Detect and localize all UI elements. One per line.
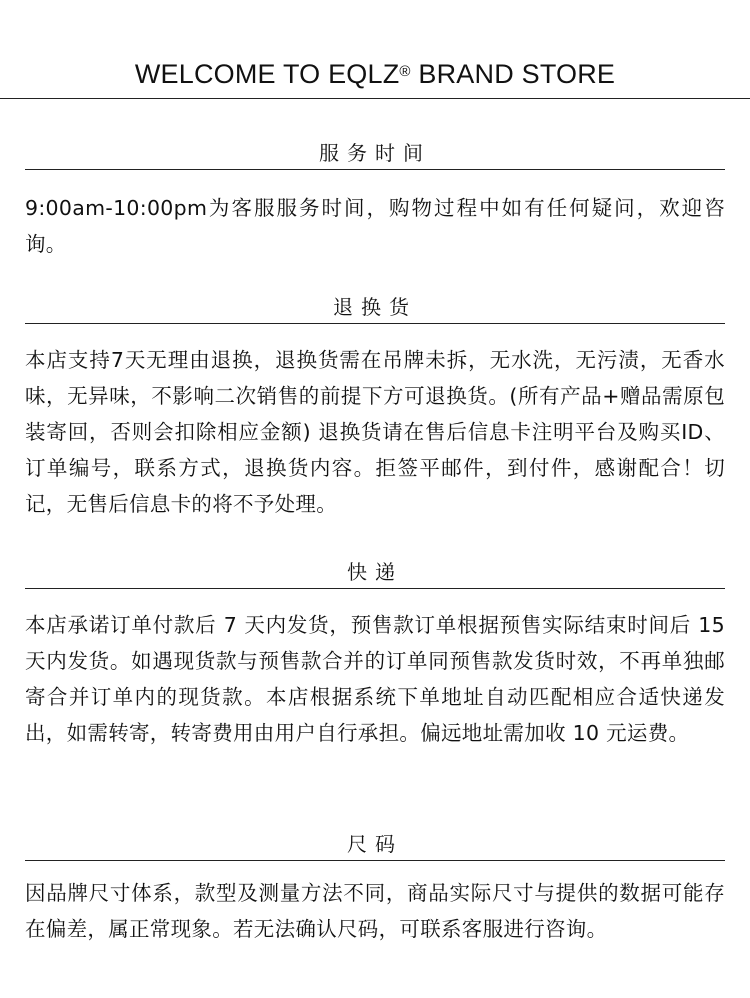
section-body-returns: 本店支持7天无理由退换，退换货需在吊牌未拆，无水洗，无污渍，无香水味，无异味，不影响二次销售的前提下方可退换货。(所有产品+赠品需原包装寄回，否则会扣除相应金额) 退换货请在售后信息卡注明平台及购买ID、订单编号，联系方式，退换货内容。拒签平邮件，到付件，感谢配合！切记，无售后信息卡的将不予处理。: [25, 348, 725, 516]
section-heading-service-hours: 服务时间: [25, 140, 725, 170]
page-header: [0, 0, 750, 99]
section-heading-size: 尺码: [25, 831, 725, 861]
page-title-main: WELCOME TO EQLZ: [134, 59, 400, 89]
page-title: [0, 58, 750, 90]
section-heading-shipping: 快递: [25, 559, 725, 589]
section-body-service-hours: 9:00am-10:00pm为客服服务时间，购物过程中如有任何疑问，欢迎咨询。: [25, 196, 725, 256]
section-body-size: 因品牌尺寸体系，款型及测量方法不同，商品实际尺寸与提供的数据可能存在偏差，属正常现象。若无法确认尺码，可联系客服进行咨询。: [25, 881, 725, 941]
registered-trademark-mark: ®: [399, 63, 411, 80]
page-title-rest: BRAND STORE: [418, 59, 616, 89]
section-body-shipping: 本店承诺订单付款后 7 天内发货，预售款订单根据预售实际结束时间后 15 天内发货。如遇现货款与预售款合并的订单同预售款发货时效，不再单独邮寄合并订单内的现货款。本店根据系统下单地址自动匹配相应合适快递发出，如需转寄，转寄费用由用户自行承担。偏远地址需加收 10 元运费。: [25, 613, 725, 745]
section-heading-returns: 退换货: [25, 294, 725, 324]
